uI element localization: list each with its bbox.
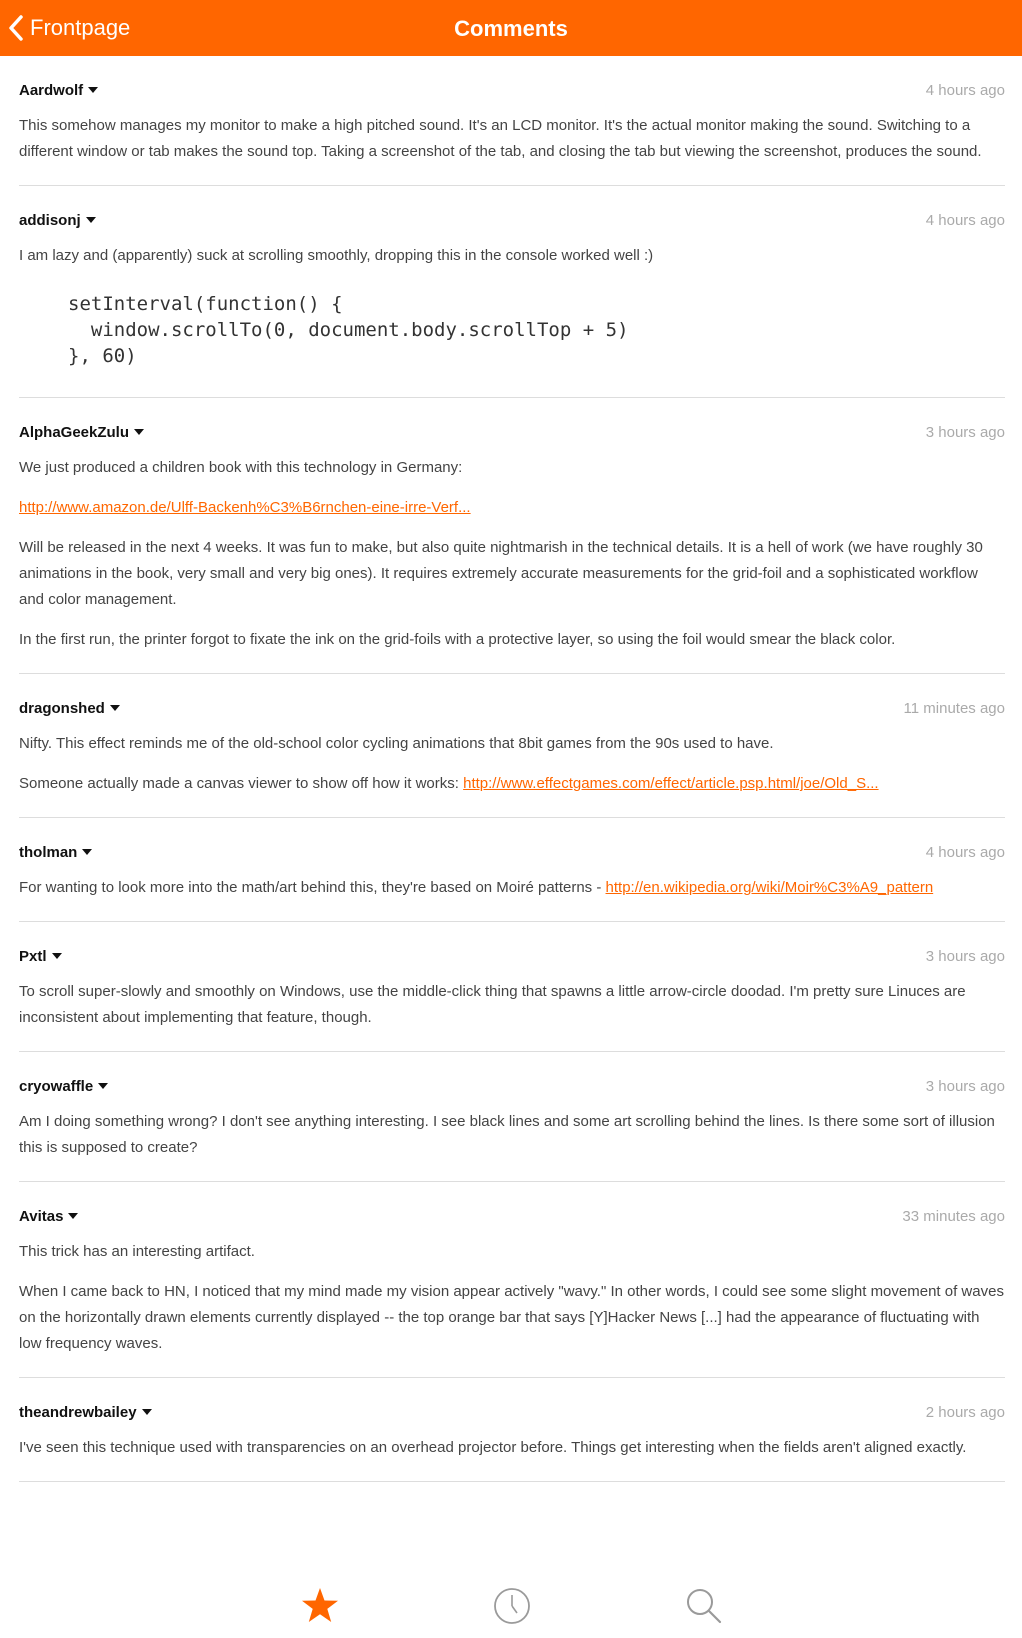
comment-author[interactable]: addisonj [19, 212, 96, 229]
comment-time: 3 hours ago [925, 1077, 1005, 1095]
tab-recent[interactable] [488, 1582, 536, 1630]
comment-list[interactable] [19, 56, 1005, 1574]
comment-author[interactable]: AlphaGeekZulu [19, 424, 144, 441]
clock-icon [488, 1582, 536, 1630]
comment-time: 4 hours ago [925, 81, 1005, 99]
comment [19, 818, 1005, 922]
comment-author[interactable]: dragonshed [19, 700, 120, 717]
comment-text: I've seen this technique used with transparencies on an overhead projector before. Things get interesting when the fields aren't aligned exactly. [19, 1439, 967, 1456]
caret-down-icon [134, 429, 144, 435]
back-label: Frontpage [30, 15, 131, 40]
comment [19, 186, 1005, 398]
star-icon [296, 1582, 344, 1630]
code-block: setInterval(function() { window.scrollTo(0, document.body.scrollTop + 5) }, 60) [68, 293, 629, 367]
caret-down-icon [86, 217, 96, 223]
comment [19, 398, 1005, 674]
caret-down-icon [142, 1409, 152, 1415]
caret-down-icon [52, 953, 62, 959]
caret-down-icon [68, 1213, 78, 1219]
comment-time: 11 minutes ago [903, 699, 1005, 717]
search-icon [680, 1582, 728, 1630]
comment-time: 3 hours ago [925, 423, 1005, 441]
comment-time: 4 hours ago [925, 843, 1005, 861]
caret-down-icon [110, 705, 120, 711]
comment-author[interactable]: tholman [19, 844, 92, 861]
comment-time: 33 minutes ago [902, 1207, 1005, 1225]
comment-text: Will be released in the next 4 weeks. It was fun to make, but also quite nightmarish in the technical details. It is a hell of work (we have roughly 30 animations in the book, very small and very big ones). It requires extremely accurate measurements for the grid-foil and a sophisticated workflow and color management. [19, 539, 983, 608]
page-title: Comments [454, 16, 568, 41]
comment-text: I am lazy and (apparently) suck at scrolling smoothly, dropping this in the console worked well :) [19, 247, 654, 264]
caret-down-icon [88, 87, 98, 93]
comment-text: Am I doing something wrong? I don't see anything interesting. I see black lines and some art scrolling behind the lines. Is there some sort of illusion this is supposed to create? [19, 1113, 995, 1156]
comment-text: Someone actually made a canvas viewer to show off how it works: [19, 775, 464, 792]
comment-link[interactable]: http://www.amazon.de/Ulff-Backenh%C3%B6rnchen-eine-irre-Verf... [19, 499, 471, 516]
caret-down-icon [82, 849, 92, 855]
comment [19, 1052, 1005, 1182]
comment [19, 922, 1005, 1052]
comment [19, 1378, 1005, 1482]
tab-search[interactable] [680, 1582, 728, 1630]
comment-text: Nifty. This effect reminds me of the old-school color cycling animations that 8bit games from the 90s used to have. [19, 735, 774, 752]
comment-author[interactable]: Avitas [19, 1208, 78, 1225]
tab-favorites[interactable] [296, 1582, 344, 1630]
comment-link[interactable]: http://en.wikipedia.org/wiki/Moir%C3%A9_pattern [605, 879, 934, 896]
comment-author[interactable]: Pxtl [19, 948, 62, 965]
nav-bar [0, 0, 1022, 56]
comment [19, 1182, 1005, 1378]
comment-author[interactable]: Aardwolf [19, 82, 98, 99]
comment-time: 4 hours ago [925, 211, 1005, 229]
comment-time: 3 hours ago [925, 947, 1005, 965]
comment-time: 2 hours ago [925, 1403, 1005, 1421]
comment-text: This somehow manages my monitor to make a high pitched sound. It's an LCD monitor. It's the actual monitor making the sound. Switching to a different window or tab makes the sound top. Taking a screenshot of the tab, and closing the tab but viewing the screenshot, produces the sound. [19, 117, 982, 160]
comment-author[interactable]: theandrewbailey [19, 1404, 152, 1421]
comment-text: To scroll super-slowly and smoothly on Windows, use the middle-click thing that spawns a little arrow-circle doodad. I'm pretty sure Linuces are inconsistent about implementing that feature, though. [19, 983, 966, 1026]
comment [19, 56, 1005, 186]
caret-down-icon [98, 1083, 108, 1089]
comment-link[interactable]: http://www.effectgames.com/effect/article.psp.html/joe/Old_S... [463, 775, 879, 792]
comment-text: We just produced a children book with this technology in Germany: [19, 459, 463, 476]
comment-text: For wanting to look more into the math/art behind this, they're based on Moiré patterns - [19, 879, 606, 896]
comment-text: This trick has an interesting artifact. [19, 1243, 255, 1260]
comment-author[interactable]: cryowaffle [19, 1078, 108, 1095]
tab-bar [0, 1574, 1022, 1638]
comment-text: In the first run, the printer forgot to fixate the ink on the grid-foils with a protective layer, so using the foil would smear the black color. [19, 631, 896, 648]
comment-text: When I came back to HN, I noticed that my mind made my vision appear actively "wavy." In other words, I could see some slight movement of waves on the horizontally drawn elements currently displayed -- the top orange bar that says [Y]Hacker News [...] had the appearance of fluctuating with low frequency waves. [19, 1283, 1004, 1352]
comment [19, 674, 1005, 818]
